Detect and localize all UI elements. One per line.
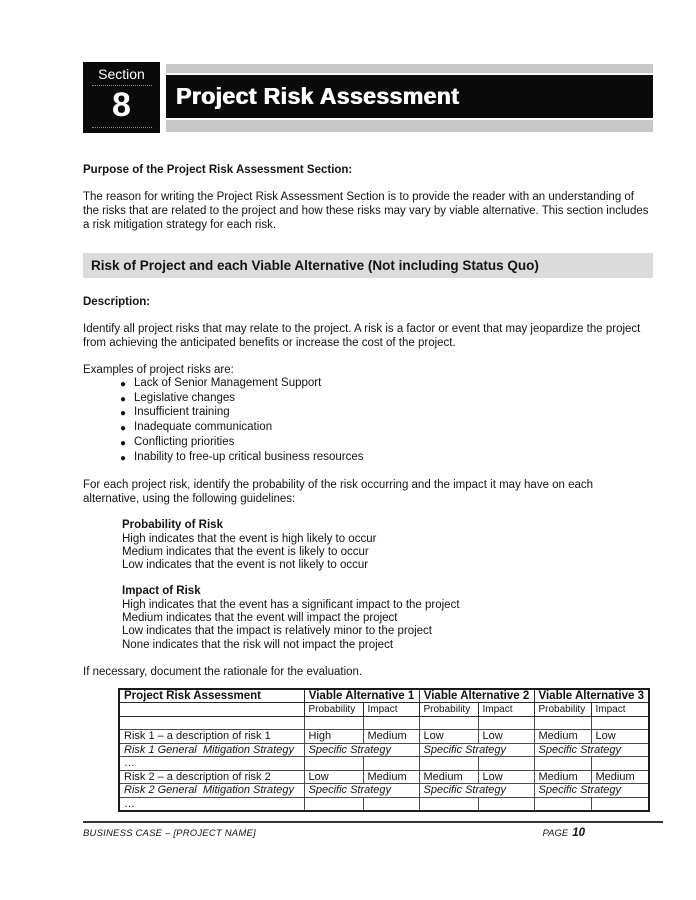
probability-header: Probability xyxy=(304,703,363,717)
list-item xyxy=(83,421,653,436)
footer-document-name: BUSINESS CASE – [PROJECT NAME] xyxy=(83,828,256,839)
mitigation-strategy-row xyxy=(119,743,649,757)
purpose-body: The reason for writing the Project Risk Assessment Section is to provide the reader with an understanding of the risks that are related to the project and how these risks may vary by viable alternative. This section includes a risk mitigation strategy for each risk. xyxy=(83,191,649,231)
rating-cell: Medium xyxy=(534,730,591,744)
strategy-cell: Specific Strategy xyxy=(419,743,534,757)
rating-cell: Medium xyxy=(363,730,419,744)
bullet-icon: ● xyxy=(120,408,127,420)
ellipsis-cell: … xyxy=(119,757,304,771)
strategy-description: Risk 2 General Mitigation Strategy xyxy=(119,784,304,798)
empty-cell xyxy=(119,703,304,717)
guidelines-intro: For each project risk, identify the probability of the risk occurring and the impact it may have on each alternative, using the following guidelines: xyxy=(83,479,594,506)
strategy-cell: Specific Strategy xyxy=(534,784,649,798)
alternative-3-header: Viable Alternative 3 xyxy=(534,689,649,703)
mitigation-strategy-row xyxy=(119,784,649,798)
probability-guidelines xyxy=(122,519,653,572)
empty-cell xyxy=(419,757,478,771)
risk-assessment-table xyxy=(118,688,650,813)
empty-cell xyxy=(534,797,591,811)
list-item-text: Insufficient training xyxy=(134,406,230,419)
empty-cell xyxy=(363,717,419,730)
guideline-line: High indicates that the event has a significant impact to the project xyxy=(122,598,460,611)
strategy-cell: Specific Strategy xyxy=(304,784,419,798)
list-item-text: Inadequate communication xyxy=(134,421,273,434)
section-kicker-label: Section xyxy=(92,62,152,86)
table-header-row xyxy=(119,689,649,703)
alternative-2-header: Viable Alternative 2 xyxy=(419,689,534,703)
impact-header: Impact xyxy=(591,703,649,717)
guideline-line: Medium indicates that the event is likely to occur xyxy=(122,545,369,558)
empty-cell xyxy=(363,797,419,811)
empty-cell xyxy=(119,717,304,730)
strategy-description: Risk 1 General Mitigation Strategy xyxy=(119,743,304,757)
rating-cell: Low xyxy=(478,770,534,784)
rationale-note: If necessary, document the rationale for the evaluation. xyxy=(83,665,363,678)
risk-row xyxy=(119,770,649,784)
risk-description: Risk 2 – a description of risk 2 xyxy=(119,770,304,784)
empty-cell xyxy=(419,797,478,811)
section-banner xyxy=(83,62,653,133)
guideline-line: Medium indicates that the event will impact the project xyxy=(122,612,398,624)
guideline-line: Low indicates that the impact is relatively minor to the project xyxy=(122,625,433,638)
table-subheader-row xyxy=(119,703,649,717)
risk-description: Risk 1 – a description of risk 1 xyxy=(119,730,304,744)
section-title-bar xyxy=(166,75,653,118)
list-item-text: Inability to free-up critical business resources xyxy=(134,450,364,463)
impact-guidelines xyxy=(122,585,653,651)
alternative-1-header: Viable Alternative 1 xyxy=(304,689,419,703)
probability-header: Probability xyxy=(534,703,591,717)
examples-list xyxy=(83,377,653,465)
empty-row xyxy=(119,717,649,730)
ellipsis-row xyxy=(119,757,649,771)
risk-section-heading: Risk of Project and each Viable Alternative (Not including Status Quo) xyxy=(83,253,653,278)
rating-cell: Medium xyxy=(363,770,419,784)
impact-header: Impact xyxy=(478,703,534,717)
strategy-cell: Specific Strategy xyxy=(304,743,419,757)
empty-cell xyxy=(304,757,363,771)
page-footer xyxy=(83,821,663,839)
list-item-text: Lack of Senior Management Support xyxy=(134,377,322,389)
empty-cell xyxy=(304,717,363,730)
empty-cell xyxy=(534,717,591,730)
empty-cell xyxy=(304,797,363,811)
footer-page-label: PAGE xyxy=(542,828,569,839)
page-content xyxy=(83,0,653,812)
strategy-cell: Specific Strategy xyxy=(534,743,649,757)
banner-bottom-strip xyxy=(166,120,653,132)
guideline-line: High indicates that the event is high likely to occur xyxy=(122,532,377,545)
risk-row xyxy=(119,730,649,744)
empty-cell xyxy=(591,717,649,730)
bullet-icon: ● xyxy=(120,452,127,464)
section-banner-right xyxy=(166,62,653,133)
impact-heading: Impact of Risk xyxy=(122,585,201,598)
rating-cell: Low xyxy=(591,730,649,744)
rating-cell: Medium xyxy=(534,770,591,784)
section-number-box xyxy=(83,62,160,133)
bullet-icon: ● xyxy=(120,437,127,449)
list-item xyxy=(83,406,653,421)
empty-cell xyxy=(363,757,419,771)
footer-page-number: 10 xyxy=(572,827,585,839)
probability-heading: Probability of Risk xyxy=(122,519,223,532)
rating-cell: Low xyxy=(478,730,534,744)
empty-cell xyxy=(478,717,534,730)
bullet-icon: ● xyxy=(120,393,127,405)
description-body: Identify all project risks that may relate to the project. A risk is a factor or event that may jeopardize the project from achieving the anticipated benefits or increase the cost of the project. xyxy=(83,323,641,349)
purpose-heading: Purpose of the Project Risk Assessment Section: xyxy=(83,164,353,176)
rating-cell: Low xyxy=(304,770,363,784)
bullet-icon: ● xyxy=(120,379,127,390)
list-item xyxy=(83,436,653,451)
list-item xyxy=(83,451,653,466)
bullet-icon: ● xyxy=(120,423,127,435)
table-title-cell: Project Risk Assessment xyxy=(119,689,304,703)
list-item-text: Legislative changes xyxy=(134,391,236,404)
list-item xyxy=(83,377,653,392)
list-item-text: Conflicting priorities xyxy=(134,435,235,448)
rating-cell: Medium xyxy=(419,770,478,784)
strategy-cell: Specific Strategy xyxy=(419,784,534,798)
examples-intro: Examples of project risks are: xyxy=(83,364,234,376)
banner-top-strip xyxy=(166,64,653,73)
section-title: Project Risk Assessment xyxy=(176,83,460,109)
rating-cell: Low xyxy=(419,730,478,744)
empty-cell xyxy=(419,717,478,730)
empty-cell xyxy=(478,797,534,811)
probability-header: Probability xyxy=(419,703,478,717)
list-item xyxy=(83,392,653,407)
rating-cell: High xyxy=(304,730,363,744)
empty-cell xyxy=(478,757,534,771)
footer-page-indicator xyxy=(543,827,586,839)
description-label: Description: xyxy=(83,296,151,308)
section-number: 8 xyxy=(92,86,152,128)
impact-header: Impact xyxy=(363,703,419,717)
ellipsis-row xyxy=(119,797,649,811)
empty-cell xyxy=(591,757,649,771)
empty-cell xyxy=(591,797,649,811)
guideline-line: None indicates that the risk will not impact the project xyxy=(122,638,394,651)
empty-cell xyxy=(534,757,591,771)
rating-cell: Medium xyxy=(591,770,649,784)
guideline-line: Low indicates that the event is not likely to occur xyxy=(122,559,369,572)
ellipsis-cell: … xyxy=(119,797,304,811)
